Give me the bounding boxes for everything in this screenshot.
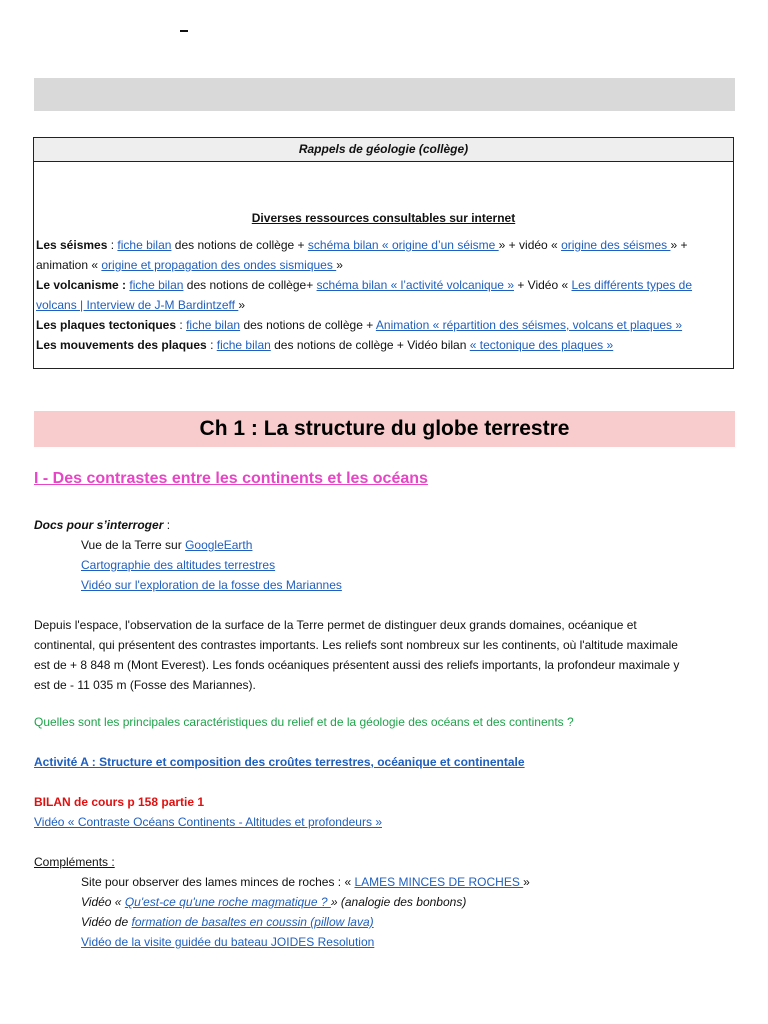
complements-line-3 [81,912,374,932]
mouvements-line [36,335,726,355]
volcanisme-text2: + Vidéo « [514,278,572,292]
volcanisme-fiche-link[interactable]: fiche bilan [129,278,184,292]
reminder-box-lines [36,235,726,355]
mouvements-sep: : [206,338,217,352]
joides-video-link[interactable]: Vidéo de la visite guidée du bateau JOIDES Resolution [81,935,375,949]
bilan-heading: BILAN de cours p 158 partie 1 [34,795,205,809]
mariannes-video-link[interactable]: Vidéo sur l'exploration de la fosse des Mariannes [81,578,342,592]
docs-colon: : [163,518,171,532]
docs-line-2 [81,555,275,575]
volcanisme-text3: » [238,298,245,312]
seismes-label: Les séismes [36,238,108,252]
seismes-video-link[interactable]: origine des séismes [561,238,671,252]
docs-label: Docs pour s’interroger [34,518,164,532]
complements-l3-pre: Vidéo de [81,915,132,929]
plaques-line [36,315,726,335]
seismes-text4: animation « [36,258,102,272]
contrast-video-link[interactable]: Vidéo « Contraste Océans Continents - Altitudes et profondeurs » [34,815,382,829]
seismes-text2: » + vidéo « [498,238,562,252]
complements-line-2 [81,892,466,912]
volcanisme-video-link[interactable]: Les différents types de [571,278,693,292]
volcanisme-line2 [36,295,726,315]
volcanisme-line [36,275,726,295]
docs-heading [34,515,170,535]
seismes-text1: des notions de collège + [171,238,308,252]
gray-banner [34,78,735,111]
mouvements-video-link[interactable]: « tectonique des plaques » [469,338,614,352]
mouvements-text1: des notions de collège + Vidéo bilan [270,338,470,352]
googleearth-link[interactable]: GoogleEarth [185,538,253,552]
plaques-animation-link[interactable]: Animation « répartition des séismes, volcans et plaques » [375,318,683,332]
volcanisme-video-link-cont[interactable]: volcans | Interview de J-M Bardintzeff [36,298,239,312]
plaques-sep: : [176,318,187,332]
volcanisme-schema-link[interactable]: schéma bilan « l’activité volcanique » [316,278,514,292]
reminder-box-subtitle: Diverses ressources consultables sur internet [251,211,516,225]
mouvements-fiche-link[interactable]: fiche bilan [216,338,271,352]
seismes-line2 [36,255,726,275]
plaques-label: Les plaques tectoniques [36,318,177,332]
seismes-animation-link[interactable]: origine et propagation des ondes sismiques [101,258,337,272]
complements-l1-text: Site pour observer des lames minces de roches : « [81,875,355,889]
video-line [34,812,382,832]
chapter-title: Ch 1 : La structure du globe terrestre [34,411,735,447]
docs-line-3 [81,575,342,595]
top-dash [180,30,188,32]
docs-line1-text: Vue de la Terre sur [81,538,186,552]
roche-magmatique-link[interactable]: Qu'est-ce qu'une roche magmatique ? [124,895,331,909]
seismes-fiche-link[interactable]: fiche bilan [117,238,172,252]
complements-l1-end: » [523,875,530,889]
reminder-box [33,137,734,369]
paragraph-line-2: continental, qui présentent des contrastes importants. Les reliefs sont nombreux sur les continents, où l'altitude maximale [34,638,678,652]
guiding-question: Quelles sont les principales caractéristiques du relief et de la géologie des océans et des continents ? [34,715,574,729]
seismes-schema-link[interactable]: schéma bilan « origine d’un séisme [307,238,499,252]
plaques-fiche-link[interactable]: fiche bilan [186,318,241,332]
altitudes-map-link[interactable]: Cartographie des altitudes terrestres [81,558,276,572]
paragraph-line-1: Depuis l'espace, l'observation de la surface de la Terre permet de distinguer deux grands domaines, océanique et [34,618,637,632]
activity-a-link[interactable]: Activité A : Structure et composition des croûtes terrestres, océanique et continentale [34,755,525,769]
mouvements-label: Les mouvements des plaques [36,338,207,352]
complements-l2-end: » (analogie des bonbons) [330,895,467,909]
docs-line-1 [81,535,252,555]
complements-line-4 [81,932,374,952]
plaques-text1: des notions de collège + [240,318,376,332]
volcanisme-text1: des notions de collège+ [183,278,317,292]
section-title: I - Des contrastes entre les continents et les océans [34,470,428,487]
paragraph-line-3: est de + 8 848 m (Mont Everest). Les fonds océaniques présentent aussi des reliefs importants, la profondeur maximale y [34,658,680,672]
activity-line [34,752,525,772]
complements-line-1 [81,872,530,892]
seismes-sep: : [107,238,118,252]
pillow-lava-link[interactable]: formation de basaltes en coussin (pillow lava) [131,915,374,929]
complements-l2-pre: Vidéo « [81,895,125,909]
volcanisme-label: Le volcanisme : [36,278,127,292]
seismes-line [36,235,726,255]
complements-label: Compléments : [34,855,115,869]
reminder-box-title: Rappels de géologie (collège) [34,138,733,162]
paragraph-line-4: est de - 11 035 m (Fosse des Mariannes). [34,678,256,692]
seismes-text3: » + [670,238,688,252]
seismes-text5: » [336,258,343,272]
lames-minces-link[interactable]: LAMES MINCES DE ROCHES [354,875,524,889]
